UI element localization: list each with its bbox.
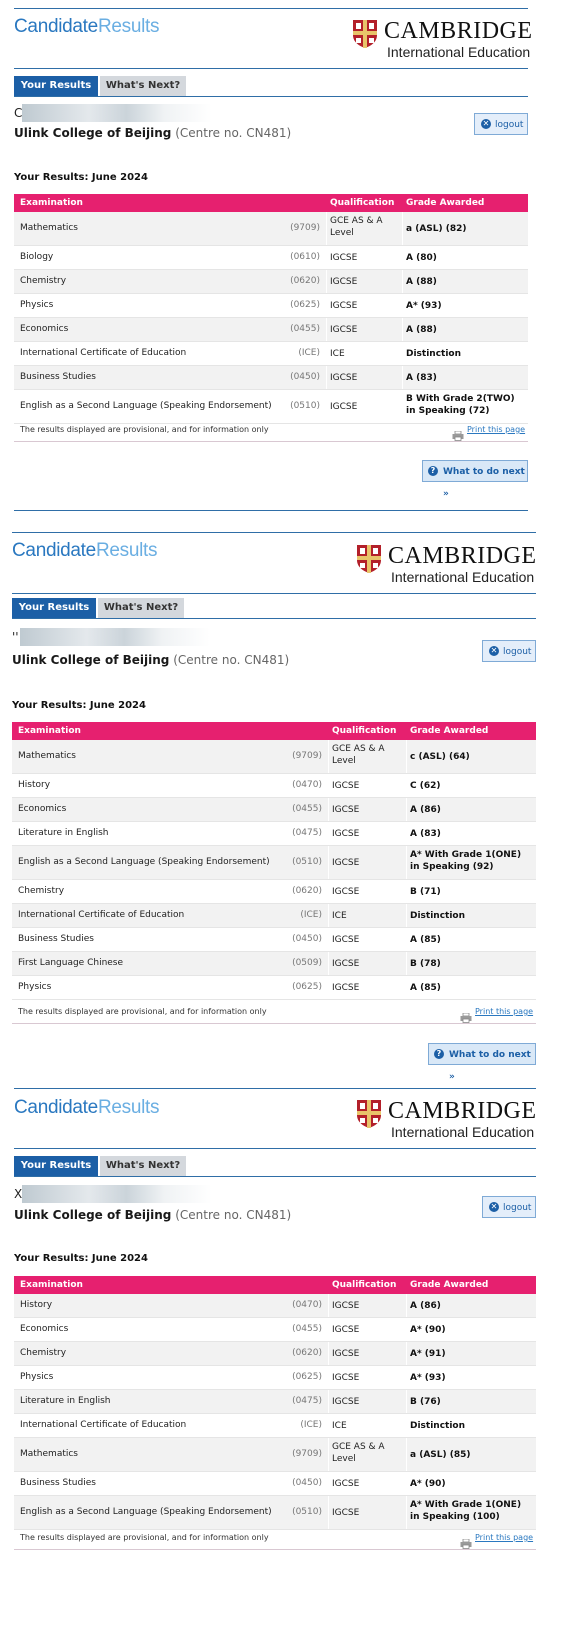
grade-awarded: A (85) bbox=[410, 983, 441, 993]
column-divider bbox=[328, 904, 329, 927]
grade-awarded: Distinction bbox=[406, 349, 462, 359]
grade-awarded: A* (91) bbox=[410, 1349, 446, 1359]
subject-name: Business Studies bbox=[20, 1478, 96, 1488]
header-grade-awarded: Grade Awarded bbox=[410, 1280, 489, 1290]
cambridge-wordmark: CAMBRIDGE bbox=[388, 543, 537, 569]
subject-name: English as a Second Language (Speaking Endorsement) bbox=[18, 857, 270, 867]
subject-name: Mathematics bbox=[20, 223, 78, 233]
qualification: IGCSE bbox=[330, 402, 358, 412]
table-row bbox=[14, 1472, 536, 1496]
results-title: Your Results: June 2024 bbox=[12, 700, 146, 711]
column-divider bbox=[406, 1472, 407, 1495]
results-table-header bbox=[12, 722, 536, 740]
subject-name: Economics bbox=[20, 1324, 69, 1334]
column-divider bbox=[406, 952, 407, 975]
syllabus-code: (0620) bbox=[290, 276, 320, 286]
grade-awarded: c (ASL) (64) bbox=[410, 752, 470, 762]
centre-number: (Centre no. CN481) bbox=[175, 1208, 292, 1222]
printer-icon[interactable] bbox=[460, 1008, 472, 1018]
subject-name: International Certificate of Education bbox=[18, 910, 185, 920]
help-icon: ? bbox=[428, 466, 438, 476]
header-grade-awarded: Grade Awarded bbox=[410, 726, 489, 736]
table-row bbox=[14, 1318, 536, 1342]
brand-candidate: Candidate bbox=[14, 16, 98, 37]
print-this-page-link[interactable]: Print this page bbox=[475, 1533, 534, 1542]
logout-label: logout bbox=[503, 647, 532, 657]
syllabus-code: (0475) bbox=[292, 1396, 322, 1406]
table-row bbox=[12, 976, 536, 1000]
column-divider bbox=[326, 294, 327, 317]
table-row bbox=[12, 846, 536, 880]
cambridge-shield-icon bbox=[356, 544, 382, 574]
results-table-header bbox=[14, 1276, 536, 1294]
cambridge-wordmark: CAMBRIDGE bbox=[384, 18, 533, 44]
subject-name: Chemistry bbox=[18, 886, 65, 896]
table-row bbox=[12, 880, 536, 904]
syllabus-code: (0625) bbox=[292, 1372, 322, 1382]
cambridge-wordmark: CAMBRIDGE bbox=[388, 1098, 537, 1124]
syllabus-code: (9709) bbox=[292, 751, 322, 761]
tabs-underline bbox=[14, 1176, 536, 1177]
column-divider bbox=[328, 1414, 329, 1437]
qualification: IGCSE bbox=[332, 1373, 360, 1383]
results-title: Your Results: June 2024 bbox=[14, 172, 148, 183]
candidate-name-initial: '' bbox=[12, 630, 19, 644]
table-row bbox=[12, 774, 536, 798]
table-row bbox=[12, 822, 536, 846]
brand-results: Results bbox=[97, 1097, 160, 1118]
column-divider bbox=[406, 822, 407, 845]
header-examination: Examination bbox=[20, 1280, 83, 1290]
subject-name: Economics bbox=[18, 804, 67, 814]
table-row bbox=[12, 952, 536, 976]
panel-divider bbox=[14, 510, 528, 511]
logout-button[interactable] bbox=[474, 113, 528, 135]
grade-awarded: A* (90) bbox=[410, 1325, 446, 1335]
column-divider bbox=[328, 1390, 329, 1413]
syllabus-code: (0510) bbox=[292, 1507, 322, 1517]
qualification: IGCSE bbox=[330, 325, 358, 335]
table-row bbox=[14, 1294, 536, 1318]
syllabus-code: (9709) bbox=[292, 1449, 322, 1459]
subject-name: Business Studies bbox=[20, 372, 96, 382]
what-to-do-next-label: What to do next » bbox=[443, 467, 525, 499]
provisional-note: The results displayed are provisional, and for information only bbox=[20, 1533, 269, 1542]
qualification: IGCSE bbox=[332, 858, 360, 868]
qualification: IGCSE bbox=[332, 1301, 360, 1311]
syllabus-code: (0450) bbox=[290, 372, 320, 382]
table-row bbox=[14, 366, 528, 390]
school-name-text: Ulink College of Beijing bbox=[12, 653, 170, 667]
syllabus-code: (0620) bbox=[292, 886, 322, 896]
column-divider bbox=[406, 904, 407, 927]
cambridge-logo bbox=[352, 18, 542, 64]
syllabus-code: (0470) bbox=[292, 1300, 322, 1310]
subject-name: Chemistry bbox=[20, 276, 67, 286]
column-divider bbox=[326, 366, 327, 389]
qualification: IGCSE bbox=[332, 959, 360, 969]
header-top-line bbox=[14, 8, 528, 9]
column-divider bbox=[402, 390, 403, 423]
column-divider bbox=[326, 342, 327, 365]
syllabus-code: (ICE) bbox=[300, 910, 322, 920]
grade-awarded: B (71) bbox=[410, 887, 441, 897]
column-divider bbox=[406, 798, 407, 821]
grade-awarded: A (86) bbox=[410, 1301, 441, 1311]
grade-awarded: A* (93) bbox=[406, 301, 442, 311]
candidate-results-logo bbox=[14, 16, 159, 38]
grade-awarded: A* (93) bbox=[410, 1373, 446, 1383]
school-name bbox=[14, 1208, 291, 1222]
printer-icon[interactable] bbox=[452, 426, 464, 436]
table-row bbox=[14, 318, 528, 342]
subject-name: English as a Second Language (Speaking Endorsement) bbox=[20, 401, 272, 411]
syllabus-code: (0510) bbox=[292, 857, 322, 867]
column-divider bbox=[406, 928, 407, 951]
syllabus-code: (0509) bbox=[292, 958, 322, 968]
syllabus-code: (0450) bbox=[292, 934, 322, 944]
grade-awarded: A (80) bbox=[406, 253, 437, 263]
school-name-text: Ulink College of Beijing bbox=[14, 126, 172, 140]
syllabus-code: (0510) bbox=[290, 401, 320, 411]
column-divider bbox=[406, 1366, 407, 1389]
syllabus-code: (0455) bbox=[292, 1324, 322, 1334]
candidate-results-logo bbox=[14, 1097, 159, 1119]
provisional-note: The results displayed are provisional, and for information only bbox=[20, 425, 269, 434]
grade-awarded: B (76) bbox=[410, 1397, 441, 1407]
table-row bbox=[14, 1438, 536, 1472]
brand-candidate: Candidate bbox=[12, 540, 96, 561]
column-divider bbox=[406, 1318, 407, 1341]
grade-awarded: A (86) bbox=[410, 805, 441, 815]
column-divider bbox=[328, 822, 329, 845]
column-divider bbox=[402, 318, 403, 341]
brand-candidate: Candidate bbox=[14, 1097, 98, 1118]
table-footer-line bbox=[14, 1549, 536, 1550]
header-qualification: Qualification bbox=[332, 726, 397, 736]
column-divider bbox=[328, 952, 329, 975]
cambridge-logo bbox=[356, 1098, 546, 1144]
column-divider bbox=[328, 1294, 329, 1317]
column-divider bbox=[328, 774, 329, 797]
header-divider bbox=[12, 593, 536, 594]
column-divider bbox=[326, 246, 327, 269]
grade-awarded: A (88) bbox=[406, 277, 437, 287]
candidate-name-redacted bbox=[22, 104, 212, 122]
grade-awarded: Distinction bbox=[410, 1421, 466, 1431]
column-divider bbox=[402, 366, 403, 389]
syllabus-code: (ICE) bbox=[300, 1420, 322, 1430]
table-row bbox=[14, 212, 528, 246]
qualification: IGCSE bbox=[330, 373, 358, 383]
column-divider bbox=[326, 270, 327, 293]
tab-your-results[interactable]: Your Results bbox=[12, 598, 96, 618]
syllabus-code: (ICE) bbox=[298, 348, 320, 358]
qualification: ICE bbox=[330, 349, 345, 359]
grade-awarded: A (85) bbox=[410, 935, 441, 945]
column-divider bbox=[328, 1366, 329, 1389]
logout-label: logout bbox=[503, 1203, 532, 1213]
subject-name: History bbox=[18, 780, 51, 790]
logout-button[interactable] bbox=[482, 640, 536, 662]
qualification: IGCSE bbox=[330, 301, 358, 311]
qualification: IGCSE bbox=[332, 935, 360, 945]
subject-name: Chemistry bbox=[20, 1348, 67, 1358]
qualification: IGCSE bbox=[332, 781, 360, 791]
table-footer-line bbox=[14, 441, 528, 442]
grade-awarded: Distinction bbox=[410, 911, 466, 921]
tabs-underline bbox=[12, 618, 536, 619]
subject-name: English as a Second Language (Speaking Endorsement) bbox=[20, 1507, 272, 1517]
subject-name: Mathematics bbox=[20, 1449, 78, 1459]
header-grade-awarded: Grade Awarded bbox=[406, 198, 485, 208]
grade-awarded: A (88) bbox=[406, 325, 437, 335]
table-row bbox=[14, 1414, 536, 1438]
qualification: IGCSE bbox=[332, 1349, 360, 1359]
qualification: IGCSE bbox=[332, 1325, 360, 1335]
column-divider bbox=[406, 1438, 407, 1471]
brand-results: Results bbox=[95, 540, 158, 561]
subject-name: International Certificate of Education bbox=[20, 348, 187, 358]
subject-name: Business Studies bbox=[18, 934, 94, 944]
table-row bbox=[14, 246, 528, 270]
column-divider bbox=[406, 740, 407, 773]
column-divider bbox=[406, 1342, 407, 1365]
candidate-name-initial: X bbox=[14, 1187, 23, 1201]
grade-awarded: a (ASL) (82) bbox=[406, 224, 467, 234]
qualification: ICE bbox=[332, 911, 347, 921]
subject-name: Physics bbox=[18, 982, 52, 992]
school-name bbox=[14, 126, 291, 140]
candidate-results-logo bbox=[12, 540, 157, 562]
tab-your-results[interactable]: Your Results bbox=[14, 1156, 98, 1176]
column-divider bbox=[326, 318, 327, 341]
print-this-page-link[interactable]: Print this page bbox=[475, 1007, 534, 1016]
table-row bbox=[12, 740, 536, 774]
qualification: ICE bbox=[332, 1421, 347, 1431]
qualification: IGCSE bbox=[332, 829, 360, 839]
column-divider bbox=[402, 212, 403, 245]
subject-name: Biology bbox=[20, 252, 54, 262]
column-divider bbox=[402, 294, 403, 317]
candidate-name-redacted bbox=[22, 1185, 212, 1203]
tabs-underline bbox=[14, 96, 528, 97]
logout-x-icon: ✕ bbox=[490, 646, 498, 655]
column-divider bbox=[328, 1438, 329, 1471]
column-divider bbox=[406, 1294, 407, 1317]
grade-awarded: A* (90) bbox=[410, 1479, 446, 1489]
column-divider bbox=[328, 1342, 329, 1365]
column-divider bbox=[328, 928, 329, 951]
table-row bbox=[12, 798, 536, 822]
column-divider bbox=[402, 270, 403, 293]
centre-number: (Centre no. CN481) bbox=[175, 126, 292, 140]
qualification: IGCSE bbox=[330, 277, 358, 287]
results-title: Your Results: June 2024 bbox=[14, 1253, 148, 1264]
international-education-text: International Education bbox=[391, 569, 535, 585]
table-row bbox=[12, 928, 536, 952]
cambridge-logo bbox=[356, 543, 546, 589]
syllabus-code: (0450) bbox=[292, 1478, 322, 1488]
syllabus-code: (0625) bbox=[292, 982, 322, 992]
logout-x-icon: ✕ bbox=[490, 1202, 498, 1211]
table-row bbox=[14, 1390, 536, 1414]
print-this-page-link[interactable]: Print this page bbox=[467, 425, 526, 434]
centre-number: (Centre no. CN481) bbox=[173, 653, 290, 667]
syllabus-code: (0620) bbox=[292, 1348, 322, 1358]
grade-awarded: A (83) bbox=[406, 373, 437, 383]
subject-name: Physics bbox=[20, 300, 54, 310]
subject-name: Literature in English bbox=[18, 828, 109, 838]
column-divider bbox=[406, 1390, 407, 1413]
what-to-do-next-label: What to do next » bbox=[449, 1050, 531, 1082]
table-row bbox=[14, 1496, 536, 1530]
column-divider bbox=[328, 976, 329, 999]
subject-name: Physics bbox=[20, 1372, 54, 1382]
qualification: IGCSE bbox=[332, 1508, 360, 1518]
school-name bbox=[12, 653, 289, 667]
table-row bbox=[14, 1342, 536, 1366]
header-examination: Examination bbox=[20, 198, 83, 208]
qualification: IGCSE bbox=[332, 887, 360, 897]
logout-button[interactable] bbox=[482, 1196, 536, 1218]
qualification: IGCSE bbox=[332, 1479, 360, 1489]
table-row bbox=[14, 294, 528, 318]
column-divider bbox=[328, 846, 329, 879]
column-divider bbox=[326, 390, 327, 423]
cambridge-shield-icon bbox=[356, 1099, 382, 1129]
subject-name: Economics bbox=[20, 324, 69, 334]
column-divider bbox=[402, 246, 403, 269]
tab-whats-next[interactable]: What's Next? bbox=[100, 76, 186, 96]
logout-x-icon: ✕ bbox=[482, 119, 490, 128]
header-top-line bbox=[12, 532, 536, 533]
tab-whats-next[interactable]: What's Next? bbox=[100, 1156, 186, 1176]
subject-name: First Language Chinese bbox=[18, 958, 124, 968]
table-row bbox=[14, 342, 528, 366]
table-row bbox=[14, 390, 528, 424]
grade-awarded: C (62) bbox=[410, 781, 441, 791]
header-qualification: Qualification bbox=[332, 1280, 397, 1290]
candidate-name-redacted bbox=[20, 628, 210, 646]
tab-whats-next[interactable]: What's Next? bbox=[98, 598, 184, 618]
grade-awarded: A (83) bbox=[410, 829, 441, 839]
international-education-text: International Education bbox=[387, 44, 531, 60]
results-table-header bbox=[14, 194, 528, 212]
international-education-text: International Education bbox=[391, 1124, 535, 1140]
grade-awarded: B (78) bbox=[410, 959, 441, 969]
column-divider bbox=[406, 846, 407, 879]
grade-awarded: A* With Grade 1(ONE) in Speaking (92) bbox=[410, 850, 522, 872]
column-divider bbox=[328, 1318, 329, 1341]
table-row bbox=[12, 904, 536, 928]
qualification: GCE AS & A Level bbox=[330, 216, 383, 238]
table-row bbox=[14, 1366, 536, 1390]
column-divider bbox=[406, 1414, 407, 1437]
column-divider bbox=[406, 880, 407, 903]
syllabus-code: (0470) bbox=[292, 780, 322, 790]
header-divider bbox=[14, 68, 528, 69]
column-divider bbox=[328, 1496, 329, 1529]
syllabus-code: (0455) bbox=[292, 804, 322, 814]
help-icon: ? bbox=[434, 1049, 444, 1059]
header-divider bbox=[14, 1148, 536, 1149]
qualification: IGCSE bbox=[332, 983, 360, 993]
column-divider bbox=[328, 880, 329, 903]
grade-awarded: a (ASL) (85) bbox=[410, 1450, 471, 1460]
column-divider bbox=[328, 798, 329, 821]
qualification: IGCSE bbox=[330, 253, 358, 263]
header-examination: Examination bbox=[18, 726, 81, 736]
column-divider bbox=[406, 976, 407, 999]
column-divider bbox=[328, 1472, 329, 1495]
grade-awarded: B With Grade 2(TWO) in Speaking (72) bbox=[406, 394, 515, 416]
cambridge-shield-icon bbox=[352, 19, 378, 49]
syllabus-code: (0610) bbox=[290, 252, 320, 262]
provisional-note: The results displayed are provisional, and for information only bbox=[18, 1007, 267, 1016]
brand-results: Results bbox=[97, 16, 160, 37]
tab-your-results[interactable]: Your Results bbox=[14, 76, 98, 96]
syllabus-code: (0455) bbox=[290, 324, 320, 334]
grade-awarded: A* With Grade 1(ONE) in Speaking (100) bbox=[410, 1500, 522, 1522]
candidate-name-initial: C bbox=[14, 106, 23, 120]
syllabus-code: (9709) bbox=[290, 223, 320, 233]
qualification: IGCSE bbox=[332, 1397, 360, 1407]
subject-name: Literature in English bbox=[20, 1396, 111, 1406]
column-divider bbox=[328, 740, 329, 773]
syllabus-code: (0625) bbox=[290, 300, 320, 310]
qualification: GCE AS & A Level bbox=[332, 744, 385, 766]
qualification: GCE AS & A Level bbox=[332, 1442, 385, 1464]
column-divider bbox=[406, 774, 407, 797]
column-divider bbox=[402, 342, 403, 365]
subject-name: History bbox=[20, 1300, 53, 1310]
syllabus-code: (0475) bbox=[292, 828, 322, 838]
what-to-do-next-button[interactable] bbox=[428, 1043, 536, 1082]
logout-label: logout bbox=[495, 120, 524, 130]
column-divider bbox=[326, 212, 327, 245]
what-to-do-next-button[interactable] bbox=[422, 460, 528, 499]
header-top-line bbox=[14, 1088, 536, 1089]
column-divider bbox=[406, 1496, 407, 1529]
subject-name: International Certificate of Education bbox=[20, 1420, 187, 1430]
header-qualification: Qualification bbox=[330, 198, 395, 208]
subject-name: Mathematics bbox=[18, 751, 76, 761]
qualification: IGCSE bbox=[332, 805, 360, 815]
school-name-text: Ulink College of Beijing bbox=[14, 1208, 172, 1222]
table-footer-line bbox=[12, 1023, 536, 1024]
printer-icon[interactable] bbox=[460, 1534, 472, 1544]
table-row bbox=[14, 270, 528, 294]
